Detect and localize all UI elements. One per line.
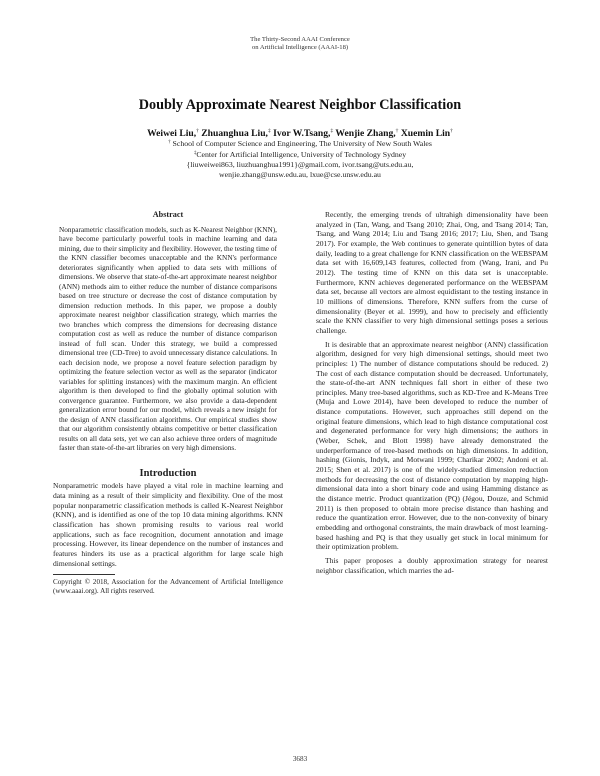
right-column [316, 210, 548, 575]
affiliations [0, 138, 600, 180]
abstract-text: Nonparametric classification models, such as K-Nearest Neighbor (KNN), have become particularly powerful tools in machine learning and data mining, due to their simplicity and flexibility. However, the testing time of the KNN classifier becomes unacceptable and the KNN's performance deteriorates significantly when applied to data sets with millions of dimensions. We observe that state-of-the-art approximate nearest neighbor (ANN) methods aim to either reduce the number of distance comparisons based on tree structure or decrease the cost of distance computation by dimension reduction methods. In this paper, we propose a doubly approximate nearest neighbor classification strategy, which marries the two branches which compress the dimensions for decreasing distance computation cost as well as reduce the number of distance comparison instead of full scan. Under this strategy, we build a compressed dimensional tree (CD-Tree) to avoid unnecessary distance calculations. In each decision node, we propose a novel feature selection paradigm by optimizing the feature selection vector as well as the separator (indicator variables for splitting instances) with the maximum margin. An efficient algorithm is then developed to find the globally optimal solution with convergence guarantee. Furthermore, we also provide a data-dependent generalization error bound for our model, which reveals a new insight for the design of ANN classification algorithms. Our empirical studies show that our algorithm consistently obtains competitive or better classification results on all data sets, yet we can also achieve three orders of magnitude faster than state-of-the-art libraries on very high dimensions. [59, 224, 277, 453]
conference-line-2: on Artificial Intelligence (AAAI-18) [251, 44, 349, 52]
author: Weiwei Liu,† [147, 128, 199, 139]
footnote-rule [53, 574, 115, 575]
left-column [53, 210, 283, 597]
intro-paragraph-3: It is desirable that an approximate nearest neighbor (ANN) classification algorithm, designed for very high dimensional settings, should meet two principles: 1) The number of distance computations should be reduced. 2) The cost of each distance computation should be decreased. Unfortunately, the state-of-the-art ANN techniques fall short in either of these two principles. Many tree-based algorithms, such as KD-Tree and K-Means Tree (Muja and Lowe 2014), have been developed to reduce the number of distance computations. However, such approaches still depend on the original feature dimensions, which lead to high distance computational cost and degenerated performance for very high dimensions; the authors in (Weber, Schek, and Blott 1998) have already demonstrated the underperformance of tree-based methods on high dimensions. In addition, hashing (Gionis, Indyk, and Motwani 1999; Charikar 2002; Andoni et al. 2015; Shen et al. 2017) is one of the widely-studied dimension reduction methods for decreasing the cost of distance computation by mapping high-dimensional data into a short binary code and using Hamming distance as the distance metric. Product quantization (PQ) (Jégou, Douze, and Schmid 2011) is then proposed to obtain more precise distance than hashing and reduce the quantization error. However, due to the non-convexity of binary embedding and orthogonal constraints, the main drawback of most learning-based hashing and PQ is that they usually get stuck in local minimum for their optimization problem. [316, 339, 548, 552]
abstract-heading: Abstract [152, 210, 184, 219]
introduction-heading: Introduction [139, 467, 197, 479]
affiliation-2: ‡Center for Artificial Intelligence, University of Technology Sydney [193, 150, 407, 159]
author: Xuemin Lin† [400, 128, 453, 139]
author: Ivor W.Tsang,‡ [273, 128, 334, 139]
page-number: 3683 [292, 755, 308, 763]
paper-title: Doubly Approximate Nearest Neighbor Classification [138, 97, 462, 113]
author: Zhuanghua Liu,‡ [201, 128, 271, 139]
email-line-1: {liuweiwei863, liuzhuanghua1991}@gmail.com, ivor.tsang@uts.edu.au, [186, 160, 414, 169]
conference-header [0, 36, 600, 53]
author: Wenjie Zhang,† [335, 128, 399, 139]
affiliation-1: † School of Computer Science and Engineering, The University of New South Wales [168, 139, 432, 148]
conference-line-1: The Thirty-Second AAAI Conference [250, 36, 350, 43]
intro-paragraph-2: Recently, the emerging trends of ultrahigh dimensionality have been analyzed in (Tan, Wang, and Tsang 2010; Zhai, Ong, and Tsang 2014; Tan, Tsang, and Wang 2014; Liu and Tsang 2016; 2017; Liu, Shen, and Tsang 2017). For example, the Web continues to generate quintillion bytes of data daily, leading to a great challenge for KNN classification on the WEBSPAM data set with 16,609,143 features, collected from (Wang, Irani, and Pu 2012). The testing time of KNN on this data set is unacceptable. Furthermore, KNN achieves degenerated performance on the WEBSPAM data set, because all vectors are almost equidistant to the testing instance in 10 millions of dimensions. Therefore, KNN suffers from the curse of dimensionality (Beyer et al. 1999), and how to precisely and efficiently scale the KNN classifier to very high dimensional settings poses a serious challenge. [316, 210, 548, 335]
intro-paragraph-1: Nonparametric models have played a vital role in machine learning and data mining as a result of their simplicity and flexibility. One of the most popular nonparametric classification methods is called K-Nearest Neighbor (KNN), and is identified as one of the top 10 data mining algorithms. KNN classification has shown promising results to various real world applications, such as face recognition, document annotation and image processing. However, its linear dependence on the number of instances and features hinders its use as a practical algorithm for large scale high dimensional settings. [53, 481, 283, 568]
intro-paragraph-4: This paper proposes a doubly approximation strategy for nearest neighbor classification, which marries the ad- [316, 555, 548, 575]
email-line-2: wenjie.zhang@unsw.edu.au, lxue@cse.unsw.edu.au [219, 170, 381, 179]
copyright-notice: Copyright © 2018, Association for the Advancement of Artificial Intelligence (www.aaai.org). All rights reserved. [53, 578, 283, 596]
